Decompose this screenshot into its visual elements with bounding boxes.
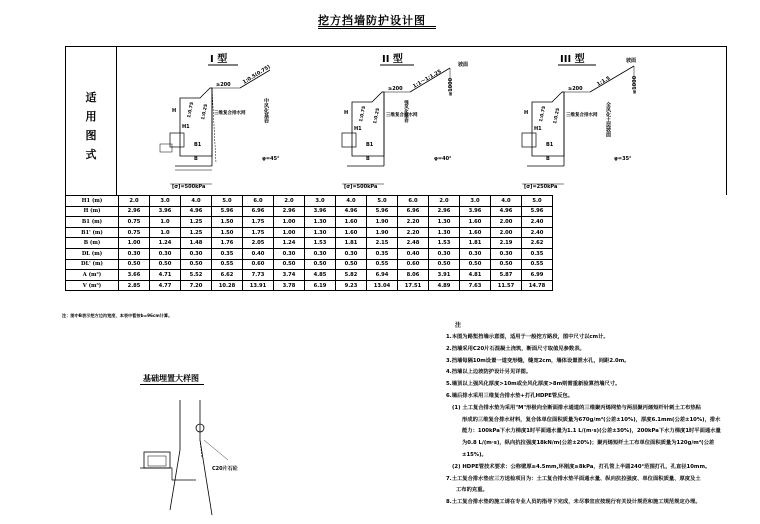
note-line: (1) 土工复合排水垫为采用"M"形极向全断面排水通道的三维聚丙烯网垫与两层聚丙烯短纤针刺土工布热粘 [452, 404, 701, 411]
table-cell: 0.55 [212, 259, 243, 270]
table-cell: 2.96 [119, 206, 150, 217]
table-cell: 3.78 [274, 280, 305, 291]
phi: φ=40° [434, 156, 452, 162]
table-cell: 3.96 [460, 206, 491, 217]
table-cell: 1.81 [460, 238, 491, 249]
note-line: 形成的三维复合排水材料，复合体单位面积质量为670g/m²(公差±10%)，厚度6.1mm(公差±10%)，排水 [462, 416, 721, 423]
b-label: B [546, 156, 550, 162]
table-cell: 5.96 [522, 206, 553, 217]
table-cell: 0.30 [150, 248, 181, 259]
detail-title: 基础埋置大样图 [143, 374, 199, 383]
parameter-table [65, 195, 553, 291]
row-label: B (m) [66, 238, 119, 249]
note-line: 5.墙顶以上强风化厚度>10m或全风化厚度>8m则需重新验算挡墙尺寸。 [446, 381, 621, 388]
table-cell: 2.62 [522, 238, 553, 249]
row-label: B1' (m) [66, 227, 119, 238]
table-cell: 6.99 [522, 270, 553, 281]
table-cell: 0.50 [460, 259, 491, 270]
table-cell: 13.91 [243, 280, 274, 291]
upper-slope: 1:1～1:1.25 [412, 68, 443, 90]
row-label: DL' (m) [66, 259, 119, 270]
table-cell: 0.55 [522, 259, 553, 270]
upper-slope: 1:0.5(0.75) [241, 64, 272, 86]
slope-left: 1:0.75 [539, 105, 548, 123]
table-cell: 9.23 [336, 280, 367, 291]
note-line: 能力：100kPa下水力梯度1时平面通水量为1.1 L/(m·s)(公差±30%)，200kPa下水力梯度1时平面通水量 [462, 428, 721, 435]
table-cell: 0.30 [181, 248, 212, 259]
b1-label: B1 [366, 142, 374, 148]
table-cell: 4.96 [336, 206, 367, 217]
table-cell: 1.30 [305, 227, 336, 238]
h-label: H [344, 110, 349, 116]
side-text: 中风化基岩 [263, 98, 269, 123]
table-cell: 5.52 [181, 270, 212, 281]
notes-block [446, 335, 746, 512]
table-cell: 1.60 [336, 227, 367, 238]
table-cell: 4.0 [336, 196, 367, 207]
table-cell: 8.06 [398, 270, 429, 281]
section-type-3 [522, 52, 638, 190]
table-cell: 11.57 [491, 280, 522, 291]
table-cell: 5.0 [367, 196, 398, 207]
type-name: I 型 [210, 54, 228, 65]
table-cell: 4.0 [491, 196, 522, 207]
table-cell: 6.94 [367, 270, 398, 281]
note-line: 6.墙后排水采用三维复合排水垫+打孔HDPE管反包。 [446, 392, 574, 399]
table-cell: 2.05 [243, 238, 274, 249]
type-name: II 型 [382, 54, 403, 65]
table-cell: 1.53 [429, 238, 460, 249]
table-cell: 2.20 [398, 227, 429, 238]
table-cell: 1.60 [336, 217, 367, 228]
note-line: 为0.8 L/(m·s)，纵向抗拉强度18kN/m(公差±20%)；聚丙烯短纤土工布单位面积质量为120g/m²(公差 [462, 440, 715, 447]
table-row [66, 238, 553, 249]
table-cell: 3.66 [119, 270, 150, 281]
right-dim: ≤1000 [632, 75, 638, 94]
b-label: B [194, 156, 198, 162]
note-line: 1.本图为路堑挡墙示意图，适用于一般挖方路段，图中尺寸以cm计。 [446, 334, 609, 340]
table-cell: 1.0 [150, 217, 181, 228]
table-cell: 7.20 [181, 280, 212, 291]
table-cell: 7.63 [460, 280, 491, 291]
table-cell: 4.77 [150, 280, 181, 291]
table-cell: 13.04 [367, 280, 398, 291]
note-line: (2) HDPE管技术要求：公称壁厚≥4.5mm,环刚度≥8kPa，打孔管上半圆240°范围打孔，孔直径10mm。 [452, 463, 711, 470]
table-cell: 5.96 [212, 206, 243, 217]
right-dim: ≤1000 [448, 77, 454, 96]
note-line: 7.土工复合排水垫应三方送检项目为：土工复合排水垫平面通水量、纵向抗拉强度、单位面积质量、厚度及土 [446, 475, 701, 482]
sigma: [σ]=250kPa [524, 184, 558, 190]
row-label: A (m²) [66, 270, 119, 281]
row-label: H1 (m) [66, 196, 119, 207]
row-label: DL (m) [66, 248, 119, 259]
table-cell: 6.0 [243, 196, 274, 207]
sigma: [σ]=500kPa [344, 184, 378, 190]
table-cell: 1.50 [212, 217, 243, 228]
table-cell: 0.30 [336, 248, 367, 259]
phi: φ=35° [614, 156, 632, 162]
h-label: H [172, 108, 177, 114]
table-cell: 0.50 [274, 259, 305, 270]
h1-label: H1 [182, 124, 190, 130]
table-cell: 0.30 [491, 248, 522, 259]
table-row [66, 196, 553, 207]
table-cell: 6.96 [398, 206, 429, 217]
table-cell: 1.0 [150, 227, 181, 238]
slope-wall: 1:0.25 [553, 107, 562, 125]
table-cell: 0.30 [460, 248, 491, 259]
table-cell: 1.30 [429, 217, 460, 228]
table-cell: 0.40 [243, 248, 274, 259]
table-cell: 5.96 [367, 206, 398, 217]
table-cell: 1.00 [274, 217, 305, 228]
apply-pattern-label: 适 用 图 式 [85, 91, 97, 161]
table-cell: 1.48 [181, 238, 212, 249]
table-cell: 2.0 [274, 196, 305, 207]
row-label: B1 (m) [66, 217, 119, 228]
type-name: III 型 [560, 54, 585, 65]
slope-left: 1:0.75 [359, 105, 368, 123]
table-cell: 1.50 [212, 227, 243, 238]
right-top: 坡面 [626, 58, 637, 64]
table-cell: 1.30 [305, 217, 336, 228]
table-row [66, 259, 553, 270]
parameter-table-body [66, 196, 553, 291]
row-label: H (m) [66, 206, 119, 217]
table-cell: 2.48 [398, 238, 429, 249]
table-cell: 2.15 [367, 238, 398, 249]
table-cell: 3.0 [305, 196, 336, 207]
table-cell: 0.50 [305, 259, 336, 270]
table-cell: 1.75 [243, 217, 274, 228]
table-cell: 17.51 [398, 280, 429, 291]
table-cell: 2.85 [119, 280, 150, 291]
note-line: 4.挡墙以上边坡防护设计另见详图。 [446, 369, 532, 376]
table-cell: 5.87 [491, 270, 522, 281]
table-row [66, 248, 553, 259]
table-cell: 3.0 [460, 196, 491, 207]
section-type-1 [160, 52, 280, 190]
table-cell: 1.81 [336, 238, 367, 249]
top-dim: ≥200 [388, 86, 403, 92]
table-row [66, 227, 553, 238]
table-cell: 0.60 [243, 259, 274, 270]
drain-label: 三维复合排水网 [566, 113, 598, 118]
table-cell: 4.96 [491, 206, 522, 217]
table-cell: 0.50 [181, 259, 212, 270]
b-label: B [366, 156, 370, 162]
table-cell: 2.40 [522, 227, 553, 238]
table-cell: 1.00 [274, 227, 305, 238]
table-row [66, 280, 553, 291]
table-cell: 0.30 [274, 248, 305, 259]
table-cell: 3.96 [150, 206, 181, 217]
note-line: ±15%)。 [462, 451, 487, 458]
table-cell: 4.0 [181, 196, 212, 207]
table-cell: 1.90 [367, 227, 398, 238]
table-cell: 0.35 [522, 248, 553, 259]
table-cell: 0.50 [336, 259, 367, 270]
table-cell: 1.30 [429, 227, 460, 238]
table-cell: 6.0 [398, 196, 429, 207]
note-line: 8.土工复合排水垫的施工请在专业人员的指导下完成，未尽事宜应按现行有关设计规范和施工规范规定办理。 [446, 499, 701, 506]
table-cell: 2.00 [491, 217, 522, 228]
table-cell: 6.62 [212, 270, 243, 281]
h1-label: H1 [354, 126, 362, 132]
table-cell: 0.50 [491, 259, 522, 270]
notes-title: 注 [455, 322, 462, 329]
table-cell: 0.50 [429, 259, 460, 270]
table-cell: 3.0 [150, 196, 181, 207]
table-cell: 3.96 [305, 206, 336, 217]
table-cell: 1.00 [119, 238, 150, 249]
upper-slope: 1:1.5 [596, 75, 612, 88]
note-line: 3.挡墙每隔10m设置一道变形缝，缝宽2cm，墙体设置泄水孔，间距2.0m。 [446, 357, 630, 364]
detail-label: C20片石砼 [212, 466, 238, 472]
b1-label: B1 [546, 142, 554, 148]
table-cell: 0.50 [119, 259, 150, 270]
table-row [66, 206, 553, 217]
side-text: 全风化土层坡面 [605, 102, 611, 137]
table-cell: 2.20 [398, 217, 429, 228]
table-cell: 0.30 [119, 248, 150, 259]
table-cell: 2.0 [429, 196, 460, 207]
table-cell: 0.60 [398, 259, 429, 270]
h1-label: H1 [534, 126, 542, 132]
detail-title-underline [140, 384, 204, 385]
note-line: 2.挡墙采用C20片石混凝土浇筑，断面尺寸取值见参数表。 [446, 345, 585, 352]
table-cell: 1.60 [460, 227, 491, 238]
phi: φ=45° [262, 156, 280, 162]
table-row [66, 217, 553, 228]
table-cell: 0.35 [367, 248, 398, 259]
table-cell: 0.55 [367, 259, 398, 270]
table-cell: 2.19 [491, 238, 522, 249]
table-footnote: 注：图中B表示挖方边沟宽度，本表中暂按b=96cm计算。 [62, 313, 173, 318]
note-line: 工布的克重。 [456, 487, 488, 494]
table-cell: 2.40 [522, 217, 553, 228]
wall-sections-svg [0, 0, 760, 200]
table-cell: 5.82 [336, 270, 367, 281]
drain-label: 三维复合排水网 [386, 113, 418, 118]
table-cell: 1.24 [150, 238, 181, 249]
table-cell: 0.50 [150, 259, 181, 270]
b1-label: B1 [194, 142, 202, 148]
table-cell: 10.28 [212, 280, 243, 291]
table-cell: 2.96 [429, 206, 460, 217]
table-cell: 6.19 [305, 280, 336, 291]
table-cell: 1.53 [305, 238, 336, 249]
table-cell: 3.74 [274, 270, 305, 281]
top-dim: ≥200 [216, 82, 231, 88]
table-cell: 1.25 [181, 227, 212, 238]
row-label: V (m³) [66, 280, 119, 291]
table-cell: 0.30 [305, 248, 336, 259]
table-cell: 4.71 [150, 270, 181, 281]
table-cell: 1.25 [181, 217, 212, 228]
table-cell: 0.75 [119, 227, 150, 238]
table-cell: 4.96 [181, 206, 212, 217]
table-cell: 6.96 [243, 206, 274, 217]
table-cell: 5.0 [522, 196, 553, 207]
detail-svg [100, 390, 300, 520]
table-cell: 1.76 [212, 238, 243, 249]
top-dim: ≥200 [568, 86, 583, 92]
slope-left: 1:0.75 [187, 101, 196, 119]
table-cell: 1.60 [460, 217, 491, 228]
h-label: H [524, 110, 529, 116]
table-cell: 2.96 [274, 206, 305, 217]
table-cell: 0.30 [429, 248, 460, 259]
table-cell: 2.00 [491, 227, 522, 238]
section-type-2 [342, 52, 468, 190]
drawing-title: 挖方挡墙防护设计图 [318, 14, 426, 27]
table-cell: 1.75 [243, 227, 274, 238]
table-row [66, 270, 553, 281]
table-cell: 5.0 [212, 196, 243, 207]
table-cell: 14.78 [522, 280, 553, 291]
table-cell: 3.91 [429, 270, 460, 281]
table-cell: 4.85 [305, 270, 336, 281]
table-cell: 2.0 [119, 196, 150, 207]
drain-label: 三维复合排水网 [214, 111, 246, 116]
slope-wall: 1:0.25 [201, 103, 210, 121]
slope-wall: 1:0.25 [373, 107, 382, 125]
table-cell: 1.90 [367, 217, 398, 228]
table-cell: 0.75 [119, 217, 150, 228]
right-top: 坡面 [458, 62, 469, 68]
table-cell: 0.35 [212, 248, 243, 259]
sigma: [σ]=500kPa [172, 184, 206, 190]
table-cell: 7.73 [243, 270, 274, 281]
table-cell: 0.40 [398, 248, 429, 259]
platform: 强风化基岩 [403, 100, 409, 123]
table-cell: 4.89 [429, 280, 460, 291]
table-cell: 4.81 [460, 270, 491, 281]
table-cell: 1.24 [274, 238, 305, 249]
